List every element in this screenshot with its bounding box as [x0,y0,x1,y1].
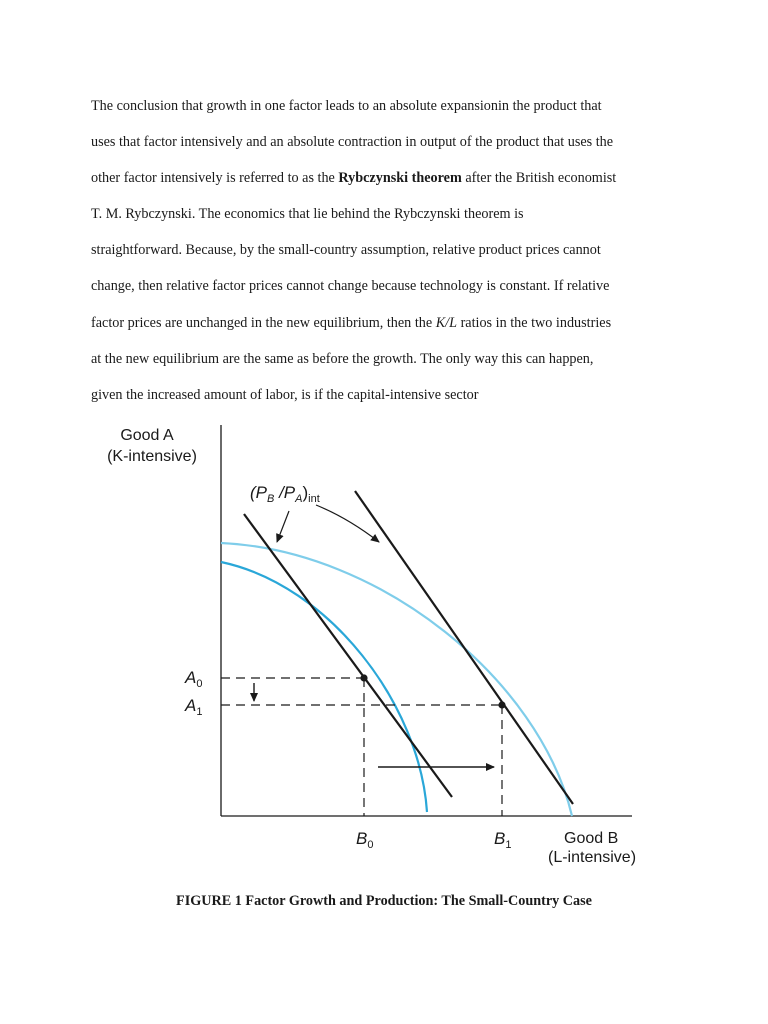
paragraph-line: T. M. Rybczynski. The economics that lie behind the Rybczynski theorem is [91,206,524,223]
y-axis-subtitle: (K-intensive) [107,448,197,465]
price-line-initial [244,514,452,797]
paragraph-text: factor prices are unchanged in the new equilibrium, then the [91,314,436,331]
ppf-after-growth [221,543,572,816]
paragraph-line: given the increased amount of labor, is if the capital-intensive sector [91,386,479,403]
kl-ratio-term: K/L [435,314,458,331]
x-axis-subtitle: (L-intensive) [548,849,637,866]
paragraph-line: at the new equilibrium are the same as before the growth. The only way this can happen, [91,350,594,367]
equilibrium-point-initial [360,674,367,681]
paragraph-line: change, then relative factor prices cannot change because technology is constant. If relative [91,278,610,295]
b0-label: $B_0$ [356,829,374,851]
x-axis-title: Good B [564,830,619,847]
paragraph-line: The conclusion that growth in one factor leads to an absolute expansionin the product that [91,98,602,114]
b1-label: $B_1$ [494,829,512,851]
a0-label: $A_0$ [185,668,203,690]
price-line-new [355,491,573,804]
paragraph-text: after the British economist [461,170,617,187]
ppf-before-growth [221,562,427,812]
paragraph-line: straightforward. Because, by the small-country assumption, relative product prices cannot [91,242,601,259]
a1-label: $A_1$ [185,696,203,718]
price-ratio-label: ($P_B$ $/P_A)_{int}$ [250,483,320,505]
rybczynski-theorem-term: Rybczynski theorem [338,170,462,187]
figure-caption: FIGURE 1 Factor Growth and Production: The Small-Country Case [176,893,592,909]
paragraph-text: other factor intensively is referred to as the [91,170,339,187]
y-axis-title: Good A [120,427,174,444]
equilibrium-point-new [498,701,505,708]
paragraph-line: uses that factor intensively and an absolute contraction in output of the product that uses the [91,134,614,151]
price-label-pointer-icon [277,511,289,542]
paragraph-text: ratios in the two industries [457,314,612,331]
